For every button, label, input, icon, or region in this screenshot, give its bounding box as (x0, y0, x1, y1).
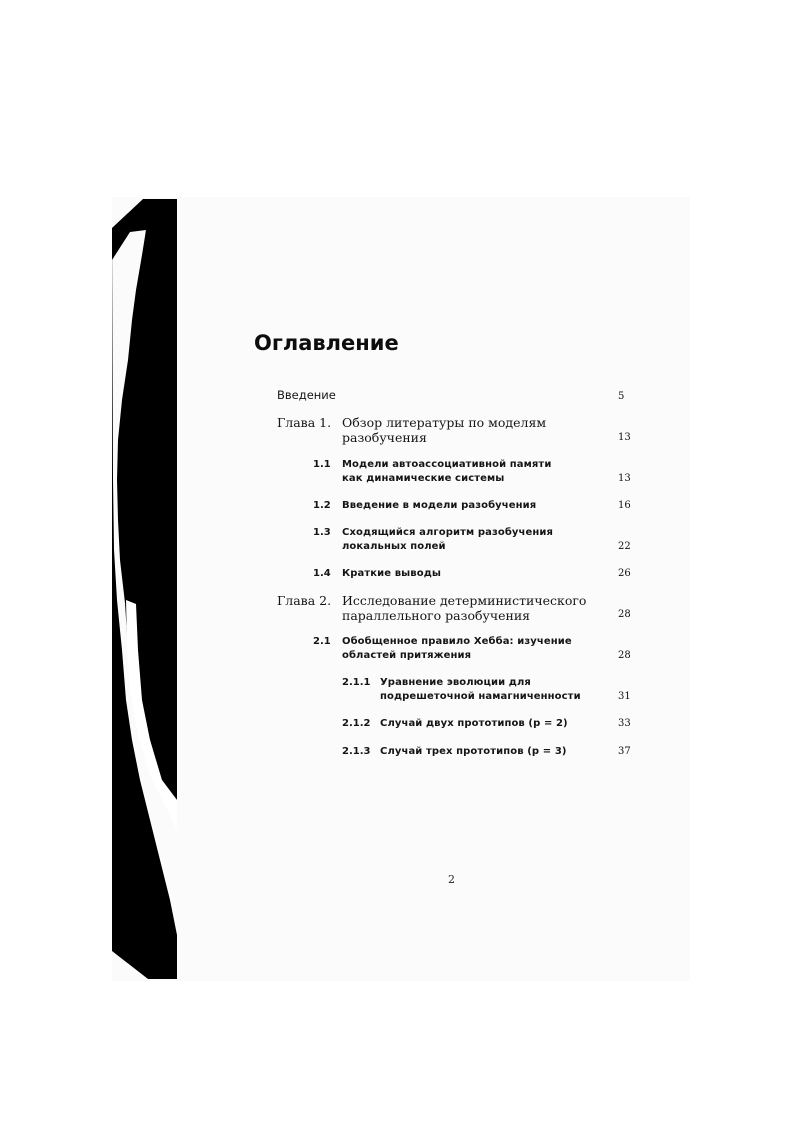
toc-entry-page: 16 (618, 500, 631, 511)
toc-entry-number: Глава 1. (277, 415, 332, 430)
toc-entry-section-1-4 (313, 567, 603, 581)
toc-entry-section-1-3 (313, 526, 603, 554)
toc-entry-section-2-1 (313, 635, 603, 663)
toc-entry-number: 1.1 (313, 459, 331, 470)
toc-entry-title: Обобщенное правило Хебба: изучение областей притяжения (342, 636, 572, 661)
toc-entry-title: Краткие выводы (342, 568, 442, 579)
toc-entry-title: Введение в модели разобучения (342, 500, 537, 511)
toc-entry-section-1-2 (313, 499, 603, 513)
page-number: 2 (448, 873, 455, 886)
toc-entry-subsection-2-1-3 (342, 745, 604, 759)
toc-entry-chapter-2 (277, 593, 607, 623)
toc-entry-number: 2.1.3 (342, 746, 371, 757)
toc-entry-title: Сходящийся алгоритм разобучения локальных полей (342, 527, 554, 552)
toc-entry-page: 13 (618, 432, 631, 443)
toc-entry-number: 2.1.1 (342, 677, 371, 688)
toc-entry-page: 31 (618, 691, 631, 702)
toc-entry-page: 28 (618, 609, 631, 620)
toc-entry-subsection-2-1-2 (342, 717, 604, 731)
toc-entry-title: Модели автоассоциативной памяти как динамические системы (342, 459, 552, 484)
toc-entry-number: 2.1.2 (342, 718, 371, 729)
toc-entry-title: Случай трех прототипов (p = 3) (380, 746, 567, 757)
toc-entry-title: Исследование детерминистического параллельного разобучения (342, 593, 587, 623)
toc-entry-title: Случай двух прототипов (p = 2) (380, 718, 568, 729)
toc-entry-page: 5 (618, 391, 625, 402)
toc-entry-title: Уравнение эволюции для подрешеточной намагниченности (380, 677, 581, 702)
toc-entry-number: 1.4 (313, 568, 331, 579)
toc-entry-page: 26 (618, 568, 631, 579)
toc-entry-subsection-2-1-1 (342, 676, 604, 704)
toc-entry-page: 33 (618, 718, 631, 729)
toc-entry-chapter-1 (277, 415, 607, 445)
toc-entry-section-1-1 (313, 458, 603, 486)
page-title: Оглавление (254, 331, 399, 355)
toc-entry-page: 37 (618, 746, 631, 757)
toc-entry-title: Обзор литературы по моделям разобучения (342, 415, 547, 445)
toc-entry-title: Введение (277, 388, 336, 402)
toc-entry-number: Глава 2. (277, 593, 332, 608)
toc-entry-page: 22 (618, 541, 631, 552)
toc-entry-page: 28 (618, 650, 631, 661)
toc-entry-number: 1.3 (313, 527, 331, 538)
toc-entry-number: 1.2 (313, 500, 331, 511)
toc-entry-page: 13 (618, 473, 631, 484)
toc-entry-number: 2.1 (313, 636, 331, 647)
